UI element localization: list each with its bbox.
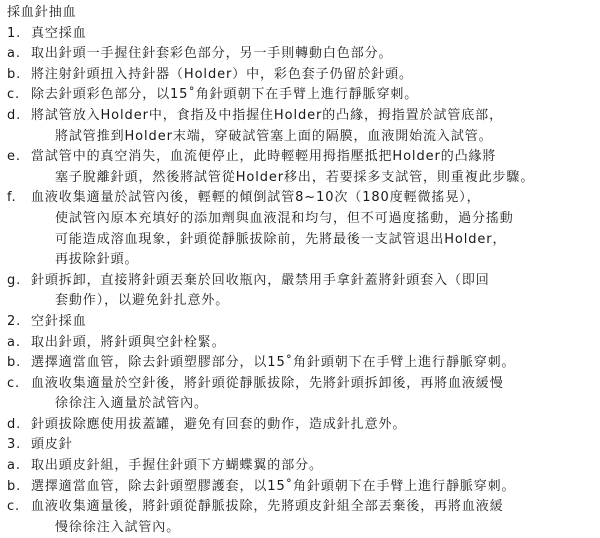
list-item: [7, 477, 594, 498]
item-text: 再拔除針頭。: [55, 252, 139, 268]
list-item: [7, 415, 594, 436]
item-marker: b.: [7, 478, 22, 494]
item-text: 慢徐徐注入試管內。: [55, 519, 181, 535]
list-item: [7, 271, 594, 292]
item-text: 選擇適當血管，除去針頭塑膠部分，以15˚角針頭朝下在手臂上進行靜脈穿刺。: [31, 355, 516, 371]
item-text: 塞子脫離針頭，然後將試管從Holder移出，若要採多支試管，則重複此步驟。: [55, 169, 535, 185]
item-text: 針頭拔除應使用拔蓋罐，避免有回套的動作，造成針扎意外。: [31, 416, 407, 432]
section-heading-text: 頭皮針: [31, 437, 73, 453]
section-heading: [7, 312, 594, 333]
list-item-continuation: [7, 209, 594, 230]
section-heading: [7, 435, 594, 456]
section-number: 1.: [7, 25, 22, 41]
item-marker: b.: [7, 355, 22, 371]
list-item: [7, 374, 594, 395]
document-body: [7, 24, 594, 538]
item-marker: b.: [7, 66, 22, 82]
list-item: [7, 147, 594, 168]
section-heading-text: 空針採血: [31, 313, 87, 329]
item-text: 可能造成溶血現象，針頭從靜脈拔除前，先將最後一支試管退出Holder，: [55, 231, 507, 247]
item-text: 徐徐注入適量於試管內。: [55, 396, 208, 412]
item-text: 當試管中的真空消失，血流便停止，此時輕輕用拇指壓抵把Holder的凸緣將: [31, 149, 497, 165]
list-item: [7, 333, 594, 354]
item-marker: a.: [7, 334, 21, 350]
item-text: 取出頭皮針組，手握住針頭下方蝴蝶翼的部分。: [31, 458, 323, 474]
item-marker: f.: [7, 190, 17, 206]
item-text: 選擇適當血管，除去針頭塑膠護套，以15˚角針頭朝下在手臂上進行靜脈穿刺。: [31, 478, 516, 494]
item-marker: c.: [7, 375, 21, 391]
item-marker: c.: [7, 499, 21, 515]
list-item: [7, 106, 594, 127]
item-text: 血液收集適量後，將針頭從靜脈拔除，先將頭皮針組全部丟棄後，再將血液緩: [31, 499, 504, 515]
list-item-continuation: [7, 168, 594, 189]
list-item: [7, 497, 594, 518]
item-text: 取出針頭，將針頭與空針栓緊。: [31, 334, 226, 350]
item-text: 除去針頭彩色部分，以15˚角針頭朝下在手臂上進行靜脈穿刺。: [31, 87, 419, 103]
list-item-continuation: [7, 230, 594, 251]
section-number: 2.: [7, 313, 22, 329]
item-text: 將試管推到Holder末端，穿破試管塞上面的隔膜，血液開始流入試管。: [55, 128, 493, 144]
list-item: [7, 44, 594, 65]
item-marker: d.: [7, 107, 22, 123]
item-marker: g.: [7, 272, 22, 288]
item-text: 血液收集適量於試管內後，輕輕的傾倒試管8~10次（180度輕微搖晃），: [31, 190, 481, 206]
list-item-continuation: [7, 291, 594, 312]
list-item-continuation: [7, 518, 594, 538]
list-item: [7, 188, 594, 209]
section-heading: [7, 24, 594, 45]
document-title: 採血針抽血: [7, 5, 77, 20]
item-marker: d.: [7, 416, 22, 432]
item-text: 針頭拆卸，直接將針頭丟棄於回收瓶內，嚴禁用手拿針蓋將針頭套入（即回: [31, 272, 490, 288]
item-text: 將注射針頭扭入持針器（Holder）中，彩色套子仍留於針頭。: [31, 66, 413, 82]
item-marker: e.: [7, 149, 21, 165]
list-item-continuation: [7, 127, 594, 148]
list-item: [7, 353, 594, 374]
list-item-continuation: [7, 394, 594, 415]
section-heading-text: 真空採血: [31, 25, 87, 41]
item-text: 血液收集適量於空針後，將針頭從靜脈拔除，先將針頭拆卸後，再將血液緩慢: [31, 375, 504, 391]
section-number: 3.: [7, 437, 22, 453]
item-marker: c.: [7, 87, 21, 103]
list-item: [7, 65, 594, 86]
item-text: 使試管內原本充填好的添加劑與血液混和均勻，但不可過度搖動，過分搖動: [55, 210, 514, 226]
item-text: 取出針頭一手握住針套彩色部分，另一手則轉動白色部分。: [31, 46, 393, 62]
item-marker: a.: [7, 46, 21, 62]
item-text: 將試管放入Holder中，食指及中指握住Holder的凸緣，拇指置於試管底部，: [31, 107, 503, 123]
item-text: 套動作），以避免針扎意外。: [55, 293, 230, 309]
list-item: [7, 85, 594, 106]
list-item: [7, 456, 594, 477]
item-marker: a.: [7, 458, 21, 474]
list-item-continuation: [7, 250, 594, 271]
